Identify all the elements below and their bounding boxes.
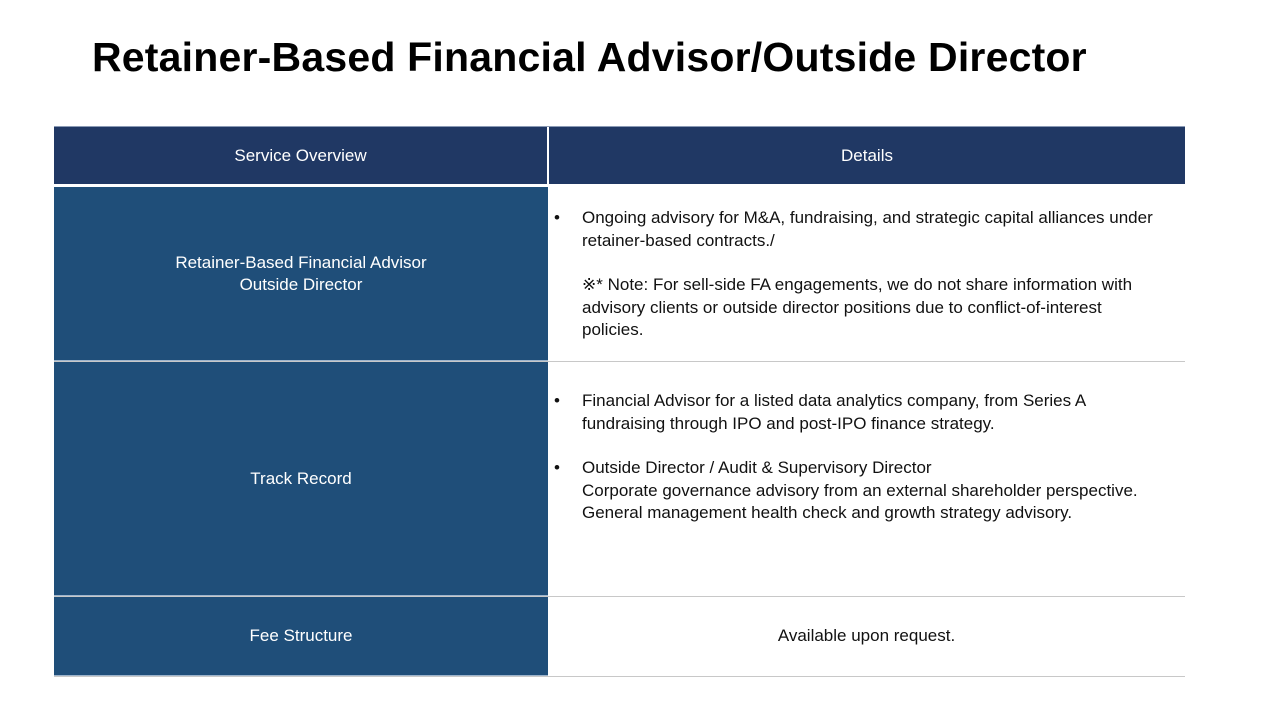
header-details: Details	[841, 145, 893, 165]
table-row	[54, 362, 1185, 597]
row-label: Fee Structure	[54, 597, 548, 676]
bullet-icon: •	[554, 208, 560, 227]
detail-text: Outside Director / Audit & Supervisory Director	[582, 458, 932, 477]
bullet-icon: •	[554, 458, 560, 477]
row-details	[548, 362, 1185, 596]
note-text: ※* Note: For sell-side FA engagements, we do not share information with advisory clients or outside director positions due to conflict-of-interest policies.	[582, 275, 1133, 339]
detail-text: Ongoing advisory for M&A, fundraising, and strategic capital alliances under retainer-based contracts./	[582, 208, 1153, 250]
detail-text: Financial Advisor for a listed data analytics company, from Series A fundraising through IPO and post-IPO finance strategy.	[582, 391, 1086, 433]
page-title: Retainer-Based Financial Advisor/Outside Director	[92, 34, 1087, 80]
bullet-item	[554, 457, 1165, 525]
detail-text: Available upon request.	[777, 626, 956, 646]
table-row	[54, 597, 1185, 677]
row-details	[548, 187, 1185, 361]
row-label-line: Retainer-Based Financial Advisor	[175, 252, 427, 272]
bullet-item	[554, 390, 1165, 435]
table-header	[54, 126, 1185, 184]
service-table	[54, 126, 1185, 677]
table-row	[54, 187, 1185, 362]
row-label	[54, 187, 548, 361]
header-service-overview: Service Overview	[54, 127, 549, 184]
bullet-item	[554, 207, 1165, 252]
bullet-icon: •	[554, 391, 560, 410]
row-label: Track Record	[54, 362, 548, 596]
row-details	[548, 597, 1185, 676]
detail-text: Corporate governance advisory from an external shareholder perspective. General management health check and growth strategy advisory.	[582, 480, 1138, 522]
row-label-line: Outside Director	[239, 274, 363, 294]
